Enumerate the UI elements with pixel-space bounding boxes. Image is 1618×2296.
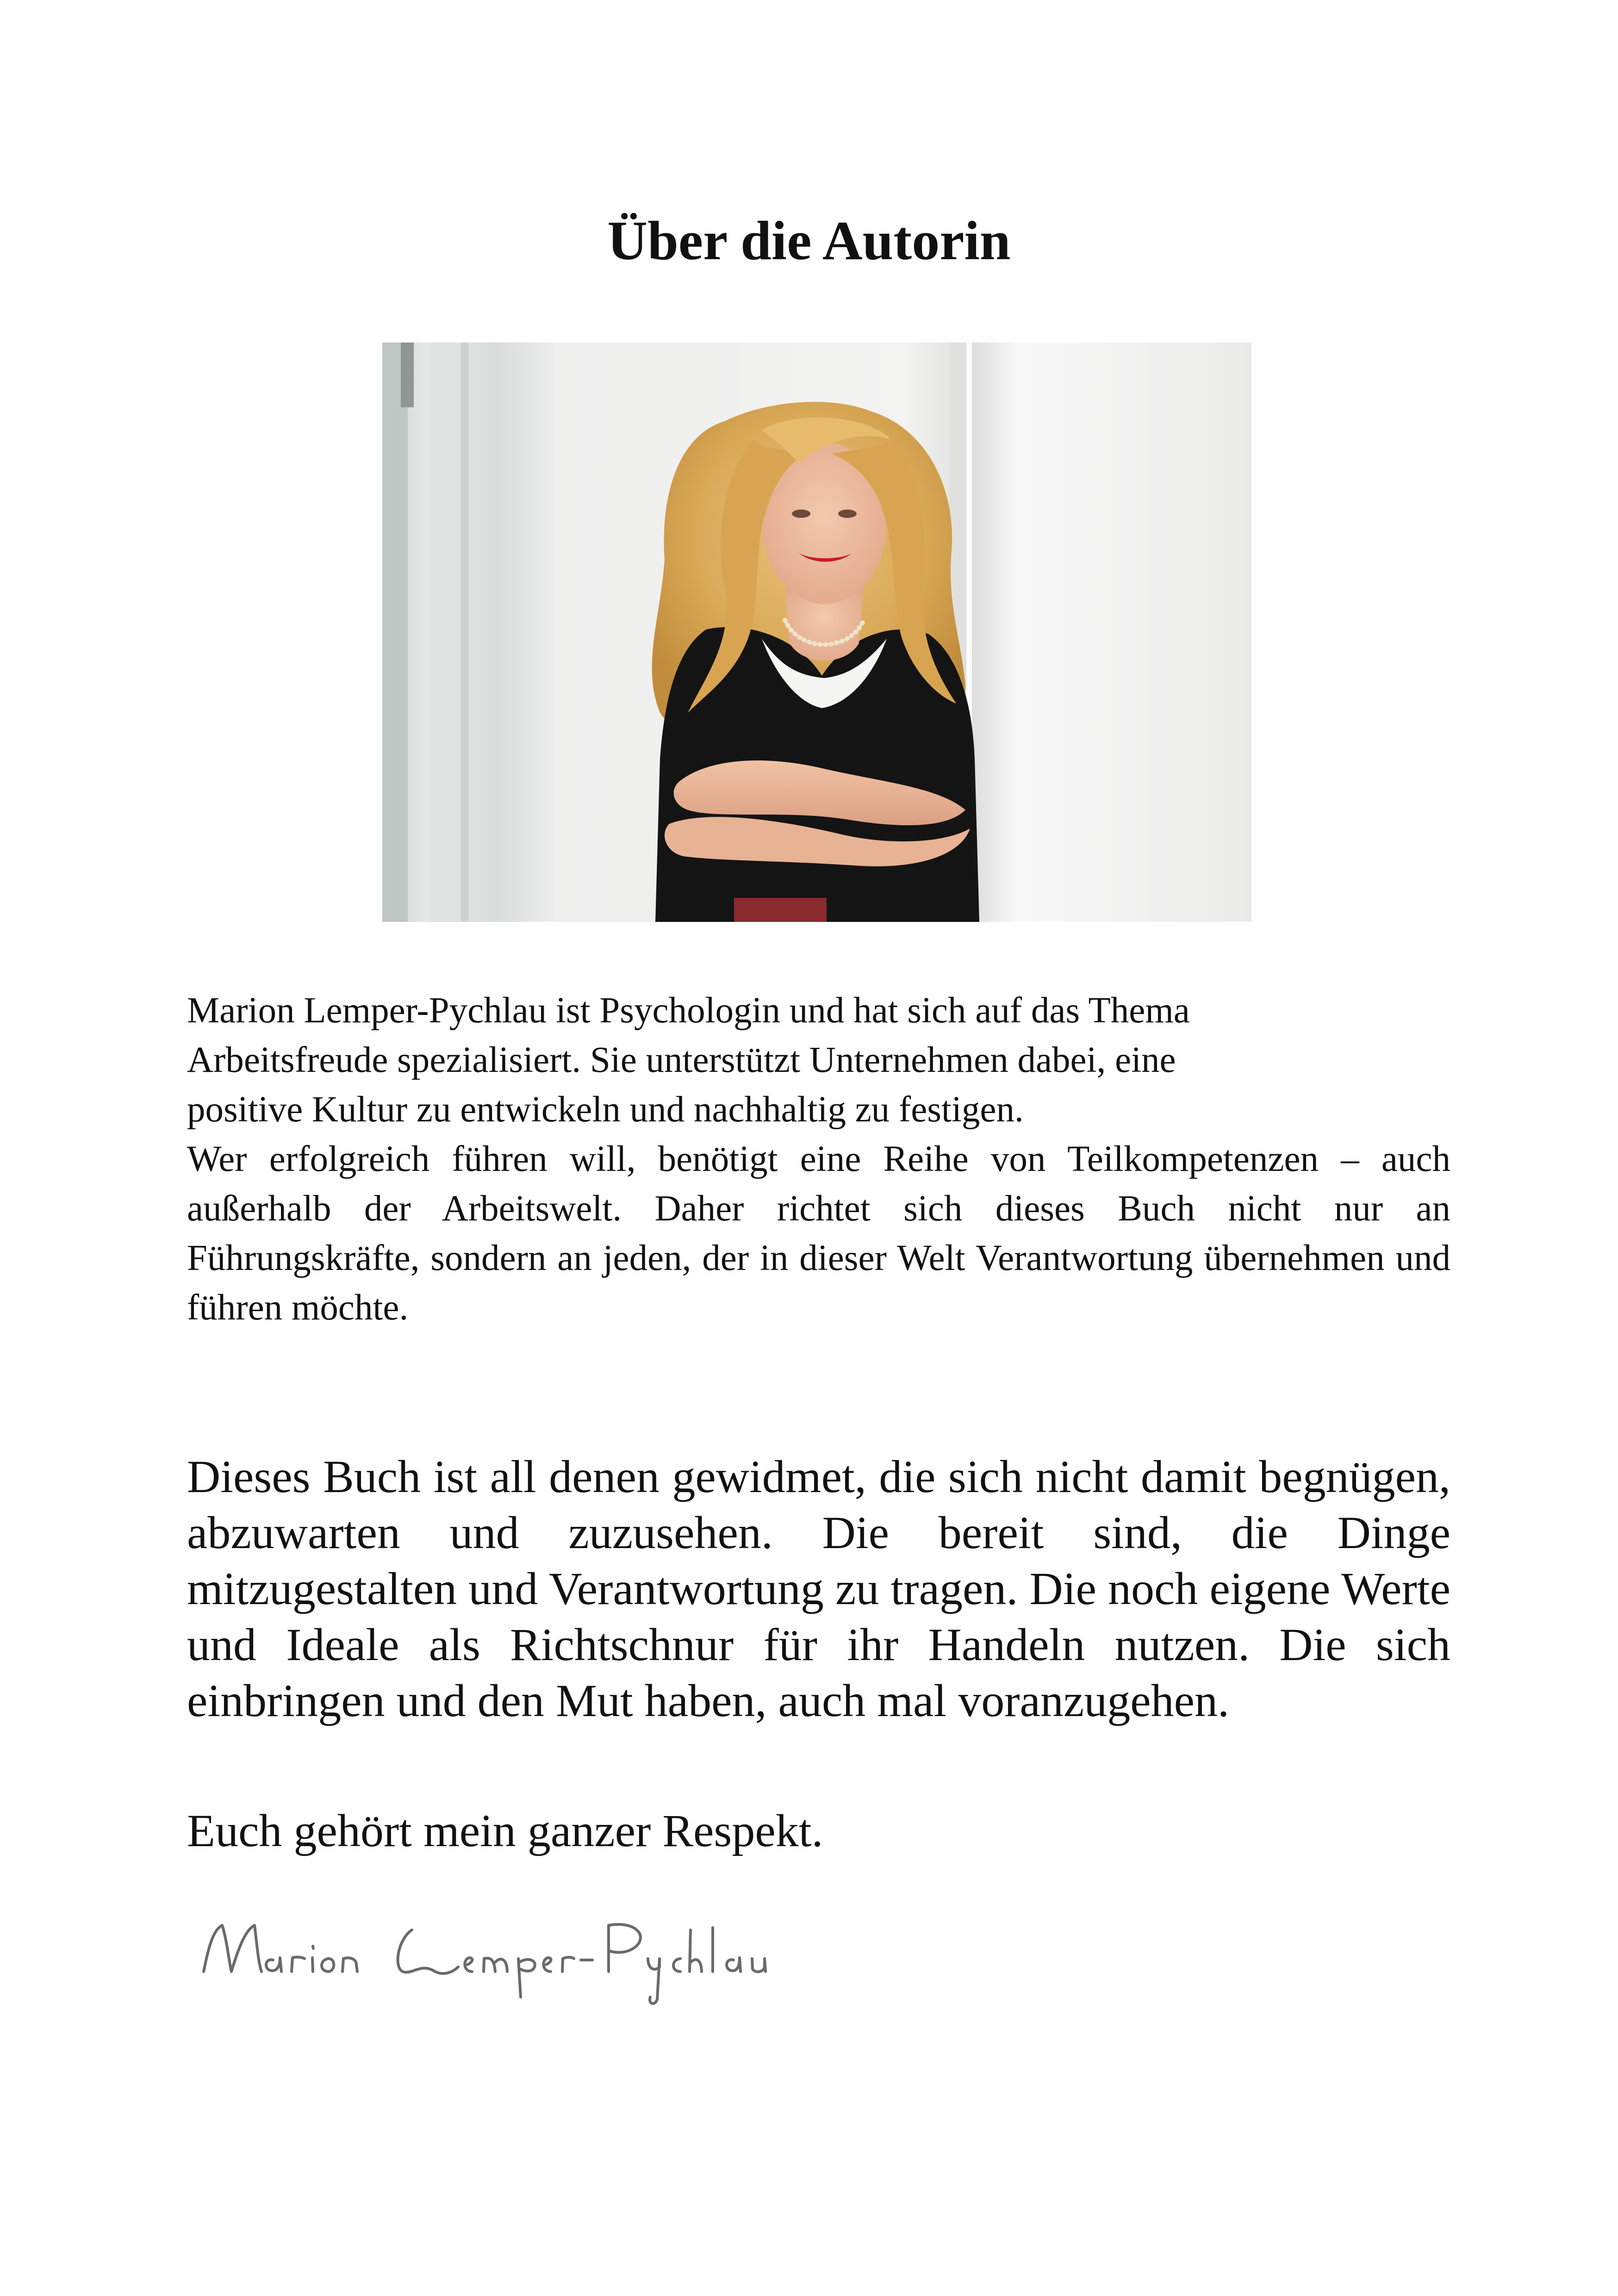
author-photo (382, 342, 1251, 922)
author-bio (187, 986, 1450, 1332)
dedication-text: Dieses Buch ist all denen gewidmet, die sich nicht damit begnügen, abzuwarten und zuzusehen. Die bereit sind, die Dinge mitzugestalten und Verantwortung zu tragen. Die noch eigene Werte und Ideale als Richtschnur für ihr Handeln nutzen. Die sich einbringen und den Mut haben, auch mal voranzugehen. (187, 1451, 1450, 1726)
bio-paragraph: Wer erfolgreich führen will, benötigt eine Reihe von Teilkompetenzen – auch außerhalb der Arbeitswelt. Daher richtet sich dieses Buch nicht nur an Führungskräfte, sondern an jeden, der in dieser Welt Verantwortung übernehmen und führen möchte. (187, 1139, 1450, 1328)
page-title: Über die Autorin (607, 210, 1011, 271)
bio-line: Marion Lemper-Pychlau ist Psychologin und hat sich auf das Thema (187, 990, 1190, 1031)
bio-line: Arbeitsfreude spezialisiert. Sie unterstützt Unternehmen dabei, eine (187, 1040, 1176, 1080)
bio-line: positive Kultur zu entwickeln und nachhaltig zu festigen. (187, 1089, 1024, 1130)
author-signature (194, 1902, 796, 2022)
closing-text: Euch gehört mein ganzer Respekt. (187, 1805, 823, 1856)
